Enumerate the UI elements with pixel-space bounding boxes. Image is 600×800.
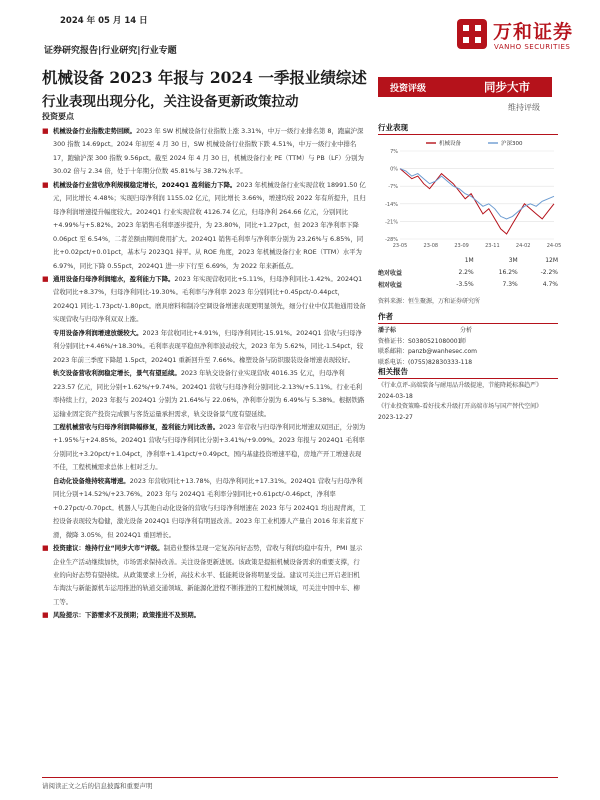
chart-y-tick-label: -14% bbox=[385, 201, 398, 208]
sub-2 bbox=[42, 367, 366, 421]
sub-3-text: 2023 年营收与归母净利同比增速双双回正，分别为+1.95%与+24.85%。2024Q1 营收与归母净利同比分别+3.41%/+9.09%。2023 年报与 2024Q1 毛利率分别同比+3.20pct/+1.04pct，净利率+1.41pct/+0.49pct。国内基建投资增速平稳，房地产开工增速表现不佳，工程机械需求总体上相对乏力。 bbox=[53, 422, 366, 472]
perf-table-cell: 2.2% bbox=[458, 268, 474, 276]
sub-3 bbox=[42, 421, 366, 475]
perf-table-cell: -2.2% bbox=[540, 268, 558, 276]
perf-table-header-cell: 3M bbox=[508, 256, 518, 264]
chart-x-tick-label: 23-09 bbox=[454, 243, 469, 249]
perf-table bbox=[378, 254, 558, 290]
related-section-rule bbox=[378, 378, 558, 379]
rating-sub: 维持评级 bbox=[508, 103, 540, 112]
bullet-square-icon: ■ bbox=[42, 611, 49, 620]
chart-series bbox=[400, 169, 554, 234]
bullet-3 bbox=[42, 273, 366, 327]
footer-rule bbox=[42, 777, 558, 778]
advice-text: 制造业整体呈现一定复苏向好态势，营收与利润均稳中有升，PMI 显示企业生产活动继续加快，市场需求保持改善。关注设备更新进展。该政策是提振机械设备需求的重要支撑，行业的向好态势有望持续。从政策要求上分析，高技术水平、低能耗设备将明显受益。建议可关注已开启老旧机车淘汰与新能源机车运用推进的轨道交通领域、新能源化进程不断推进的工程机械领域，可关注中国中车、柳工等。 bbox=[53, 544, 363, 606]
chart-grid bbox=[400, 151, 554, 239]
perf-table-header-cell: 1M bbox=[464, 256, 474, 264]
logo-name: 万和证券 bbox=[493, 21, 574, 43]
chart-x-tick-label: 24-02 bbox=[515, 243, 531, 249]
bullet-1-text: 2023 年 SW 机械设备行业指数上涨 3.31%，中万一级行业排名第 8，跑赢沪深 300 指数 14.69pct。2024 年初至 4 月 30 日，SW 机械设备行业指数下跌 4.51%，中万一级行业中排名 17，跑输沪深 300 指数 9.56pct。截至 2024 年 4 月 30 日，机械设备行业 PE（TTM）与 PB（LF）分别为 30.02 倍与 2.34 倍，处于十年期分位数 45.81%与 38.72%水平。 bbox=[53, 127, 364, 176]
sub-4-lead: 自动化设备维持较高增速。 bbox=[53, 476, 130, 485]
bullet-square-icon: ■ bbox=[42, 180, 49, 189]
title-line-2: 行业表现出现分化，关注设备更新政策拉动 bbox=[42, 94, 299, 110]
bullet-square-icon: ■ bbox=[42, 274, 49, 283]
chart-legend bbox=[426, 139, 523, 147]
author-section-title: 作者 bbox=[378, 312, 393, 321]
perf-table-header bbox=[378, 254, 558, 266]
author-section-rule bbox=[378, 323, 558, 324]
perf-table-row bbox=[378, 266, 558, 278]
chart-x-tick-label: 24-05 bbox=[546, 243, 562, 249]
sub-1 bbox=[42, 327, 366, 367]
bullet-1-lead: 机械设备行业指数走势回顾。 bbox=[53, 127, 137, 135]
chart-x-tick-label: 23-05 bbox=[392, 243, 408, 249]
rating-label: 投资评级 bbox=[390, 84, 427, 94]
chart-legend-label: 机械设备 bbox=[439, 141, 462, 147]
perf-table-cell: 4.7% bbox=[542, 280, 558, 288]
perf-table-cell: 16.2% bbox=[498, 268, 518, 276]
sub-1-text: 2023 年营收同比+4.91%，归母净利同比-15.91%。2024Q1 营收与归母净利分别同比+4.46%/+18.30%。毛利率表现平稳但净利率波动较大，2023 年为 5.62%，同比-1.54pct，较 2023 年前三季度下降超 1.5pct，2024Q1 重新回升至 7.66%。橡塑设备与防织服装设备增速表现较好。 bbox=[53, 328, 364, 364]
bullet-2 bbox=[42, 179, 366, 273]
chart-y-tick-label: -7% bbox=[388, 184, 398, 191]
chart-series-line-2 bbox=[400, 169, 554, 219]
perf-table-cell: 绝对收益 bbox=[378, 269, 403, 277]
related-item[interactable]: 《行业点评-高端装备与耐用品升级提速，节能降耗标准趋严》 2024-03-18 bbox=[378, 382, 543, 400]
bullet-2-lead: 机械设备行业营收净利规模稳定增长，2024Q1 盈利能力下降。 bbox=[53, 180, 237, 189]
bullet-2-text: 2023 年机械设备行业实现营收 18991.50 亿元，同比增长 4.48%；实现归母净利润 1155.02 亿元，同比增长 3.66%，增速均较 2022 年有所提升，且归母净利润增速提升幅度较大。2024Q1 行业实现营收 4126.74 亿元，归母净利 264.66 亿元，分别同比+4.99%与+5.82%。2023 年销售毛利率逐步提升，为 23.80%，同比+1.27pct，但 2023 年净利率下降 0.06pct 至 6.54%，二者差额由期间费用扩大。2024Q1 销售毛利率与净利率分别为 23.26%与 6.85%，同比+0.02pct/+0.01pct，基本与 2023Q1 持平。从 ROE 角度，2023 年机械设备行业 ROE（TTM）水平为 6.97%，同比下降 0.55pct，2024Q1 进一步下行至 6.69%，为 2022 年来新低点。 bbox=[53, 180, 366, 270]
sub-2-text: 2023 年轨交设备行业实现营收 4016.35 亿元，归母净利 223.57 亿元，同比分别+1.62%/+9.74%。2024Q1 营收与归母净利分别同比-2.13%/+5.11%。行业毛利率持续上行，2023 年报与 2024Q1 分别为 21.64%与 22.06%，净利率分别为 6.49%与 5.38%。根据铁路运输业固定资产投资完成额与客货运量承担需求，轨交设备景气度有望延续。 bbox=[53, 369, 365, 418]
sub-3-lead: 工程机械营收与归母净利润降幅修复，盈利能力同比改善。 bbox=[53, 422, 220, 431]
chart-y-tick-label: -28% bbox=[385, 237, 398, 243]
chart-y-ticks bbox=[385, 149, 398, 243]
chart-x-tick-label: 23-08 bbox=[423, 243, 439, 249]
bullet-1 bbox=[42, 125, 366, 179]
highlights-label: 投资要点 bbox=[42, 112, 74, 121]
perf-section-title: 行业表现 bbox=[378, 123, 408, 132]
related-item[interactable]: 《行业投资策略-看好技术升级打开高端市场与国产替代空间》 2023-12-27 bbox=[378, 403, 543, 421]
bullet-3-text: 2023 年实现营收同比+5.11%，归母净利同比-1.42%。2024Q1 营收同比+8.37%，归母净利同比-19.30%。毛利率与净利率 2023 年分别同比+0.45pct/-0.44pct，2024Q1 同比-1.73pct/-1.80pct。磨具磨料和制冷空调设备增速表现更明显领先，细分行业中仅其他通用设备实现营收与归母净利双双上涨。 bbox=[53, 274, 366, 324]
related-section-title: 相关报告 bbox=[378, 367, 408, 376]
author-name: 潘子标 bbox=[378, 327, 397, 334]
main-body bbox=[42, 125, 366, 623]
logo-en: VANHO SECURITIES bbox=[494, 43, 571, 51]
bullet-risk bbox=[42, 609, 366, 622]
chart-y-tick-label: -21% bbox=[385, 219, 398, 226]
chart-x-ticks bbox=[393, 243, 562, 249]
footer-disclaimer: 请阅读正文之后的信息披露和重要声明 bbox=[42, 782, 153, 790]
chart-source: 资料来源：恒生聚源，万和证券研究所 bbox=[378, 298, 481, 305]
sub-4-text: 2023 年营收同比+13.78%，归母净利同比+17.31%。2024Q1 营收与归母净利同比分别+14.52%/+23.76%。2023 年与 2024Q1 毛利率分别同比+0.61pct/-0.46pct，净利率+0.27pct/-0.70pct。机器人与其他自动化设备的营收与归母净利增速在 2023 年与 2024Q1 均出现背离，工控设备表现较为稳健，激光设备 2024Q1 归母净利有明显改善。2023 年工业机器人产量自 2016 年来首度下滑，微降 3.05%，但 2024Q1 重回增长。 bbox=[53, 476, 366, 539]
company-logo bbox=[455, 16, 595, 61]
rating-value: 同步大市 bbox=[484, 80, 530, 94]
chart-y-tick-label: 7% bbox=[390, 149, 398, 155]
author-line: 资格证书：S0380521080001 bbox=[378, 337, 462, 345]
bullet-square-icon: ■ bbox=[42, 544, 49, 553]
perf-table-cell: 7.3% bbox=[502, 280, 518, 288]
perf-table-cell: 相对收益 bbox=[378, 281, 403, 289]
chart-legend-label: 沪深300 bbox=[501, 141, 523, 147]
author-line: 联系邮箱：panzb@wanhesec.com bbox=[378, 348, 477, 355]
sub-1-lead: 专用设备净利润增速放缓较大。 bbox=[53, 328, 143, 337]
bullet-square-icon: ■ bbox=[42, 127, 49, 135]
related-list bbox=[378, 381, 553, 423]
author-line: 联系电话：(0755)82830333-118 bbox=[378, 358, 473, 366]
chart-y-tick-label: 0% bbox=[390, 166, 398, 173]
bullet-3-lead: 通用设备归母净利润缩水，盈利能力下降。 bbox=[53, 274, 175, 283]
logo-mark-icon bbox=[455, 17, 489, 51]
sub-2-lead: 轨交设备营收利润稳定增长，景气有望延续。 bbox=[53, 369, 181, 378]
title-line-1: 机械设备 2023 年报与 2024 一季报业绩综述 bbox=[42, 68, 367, 87]
advice-lead: 投资建议：维持行业“同步大市”评级。 bbox=[53, 544, 164, 553]
report-date: 2024 年 05 月 14 日 bbox=[60, 16, 148, 26]
perf-table-cell: -3.5% bbox=[456, 280, 474, 288]
breadcrumb: 证券研究报告|行业研究|行业专题 bbox=[44, 46, 177, 56]
author-block bbox=[378, 326, 477, 368]
perf-table-header-cell bbox=[378, 254, 433, 266]
risk-lead: 风险提示：下游需求不及预期；政策推进不及预期。 bbox=[53, 611, 200, 620]
perf-table-header-cell: 12M bbox=[545, 256, 558, 264]
perf-section-rule bbox=[378, 134, 558, 135]
chart-x-tick-label: 23-11 bbox=[485, 243, 500, 249]
author-role: 分析师 bbox=[460, 327, 473, 345]
bullet-advice bbox=[42, 542, 366, 609]
sub-4 bbox=[42, 475, 366, 542]
perf-chart bbox=[378, 137, 562, 252]
perf-table-row bbox=[378, 278, 558, 290]
